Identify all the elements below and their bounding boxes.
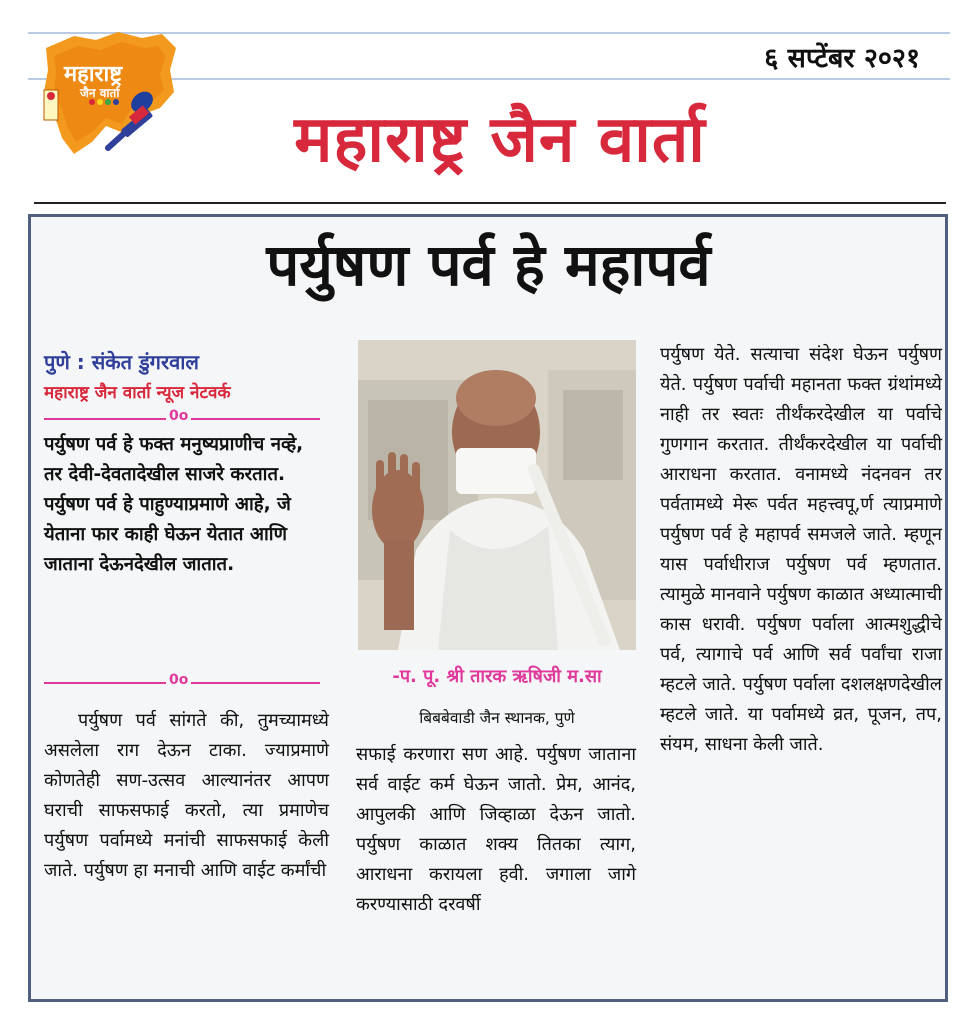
column-2-text: सफाई करणारा सण आहे. पर्युषण जाताना सर्व वाईट कर्म घेऊन जातो. प्रेम, आनंद, आपुलकी आणि जिव्हाळा देऊन जातो. पर्युषण काळात शक्य तितका त्याग, आराधना करायला हवी. जगाला जागे करण्यासाठी दरवर्षी	[356, 744, 636, 915]
article-headline: पर्युषण पर्व हे महापर्व	[266, 231, 711, 299]
photo-caption: -प. पू. श्री तारक ऋषिजी म.सा	[392, 666, 602, 687]
monk-portrait-image	[358, 340, 636, 650]
masthead-rule	[34, 202, 946, 204]
article-column-3	[660, 340, 942, 760]
article-photo	[358, 340, 636, 650]
article-byline: पुणे : संकेत डुंगरवाल	[44, 350, 199, 374]
photo-location: बिबबेवाडी जैन स्थानक, पुणे	[419, 709, 575, 727]
masthead-title: महाराष्ट्र जैन वार्ता	[294, 103, 706, 177]
publication-logo	[34, 30, 184, 160]
article-intro: पर्युषण पर्व हे फक्त मनुष्यप्राणीच नव्हे, तर देवी-देवतादेखील साजरे करतात. पर्युषण पर्व हे पाहुण्याप्रमाणे आहे, जे येताना फार काही घेऊन येतात आणि जाताना देऊनदेखील जातात.	[44, 434, 304, 575]
column-1-text: पर्युषण पर्व सांगते की, तुमच्यामध्ये असलेला राग देऊन टाका. ज्याप्रमाणे कोणतेही सण-उत्सव आल्यानंतर आपण घराची साफसफाई करतो, त्या प्रमाणेच पर्युषण पर्वामध्ये मनांची साफसफाई केली जाते. पर्युषण हा मनाची आणि वाईट कर्मांची	[44, 710, 329, 881]
column-3-text: पर्युषण येते. सत्याचा संदेश घेऊन पर्युषण येते. पर्युषण पर्वाची महानता फक्त ग्रंथांमध्ये नाही तर स्वतः तीर्थंकरदेखील या पर्वाचे गुणगान करतात. तीर्थंकरदेखील या पर्वाची आराधना करतात. वनामध्ये नंदनवन तर पर्वतामध्ये मेरू पर्वत महत्त्वपू,र्ण त्याप्रमाणे पर्युषण पर्व हे महापर्व समजले जाते. म्हणून यास पर्वाधीराज पर्युषण पर्व म्हणतात. त्यामुळे मानवाने पर्युषण काळात अध्यात्माची कास धरावी. पर्युषण पर्वाला आत्मशुद्धीचे पर्व, त्यागाचे पर्व आणि सर्व पर्वांचा राजा म्हटले जाते. पर्युषण पर्वाला दशलक्षणदेखील म्हटले जाते. या पर्वामध्ये व्रत, पूजन, तप, संयम, साधना केली जाते.	[660, 344, 942, 755]
divider-ornament-upper: 0o	[166, 408, 191, 424]
article-column-2	[356, 740, 636, 920]
divider-ornament-lower: 0o	[166, 672, 191, 688]
logo-subtitle: जैन वार्ता	[80, 86, 120, 100]
article-column-1	[44, 706, 329, 886]
logo-wordmark: महाराष्ट्र	[64, 62, 123, 87]
news-network-label: महाराष्ट्र जैन वार्ता न्यूज नेटवर्क	[44, 383, 231, 403]
issue-date: ६ सप्टेंबर २०२१	[764, 43, 920, 74]
